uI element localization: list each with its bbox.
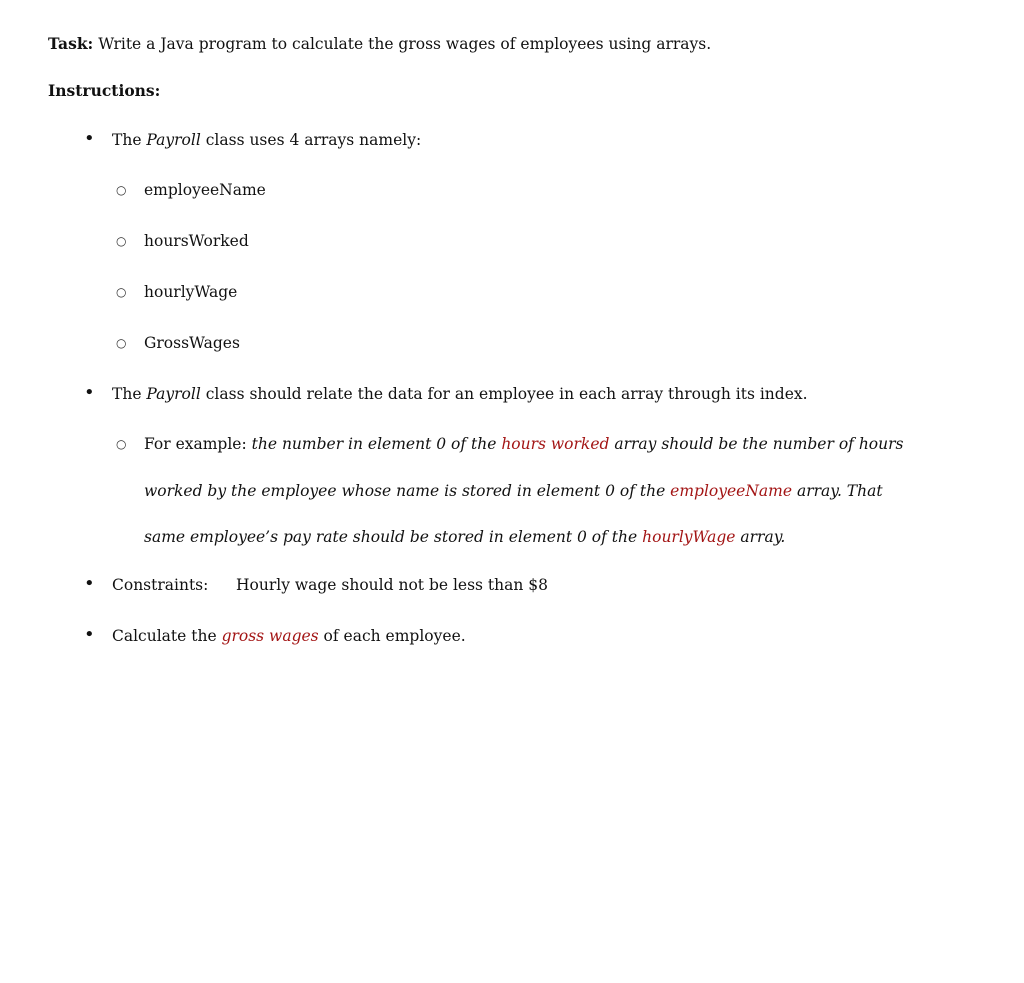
bullet-icon: • [84, 128, 95, 149]
text: same employee’s pay rate should be stored in element 0 of the [144, 528, 643, 546]
constraints-text: Hourly wage should not be less than $8 [236, 576, 549, 594]
text: class should relate the data for an employee in each array through its index. [200, 385, 808, 403]
highlight: employeeName [670, 482, 793, 500]
text: Calculate the [112, 627, 222, 645]
example-line-1 [144, 434, 903, 454]
instructions-heading: Instructions: [48, 81, 161, 100]
text: of each employee. [318, 627, 466, 645]
text: worked by the employee whose name is stored in element 0 of the [144, 482, 671, 500]
task-label: Task: [48, 34, 94, 53]
bullet-icon: • [84, 573, 95, 594]
text: For example: [144, 435, 252, 453]
class-name: Payroll [146, 385, 201, 403]
constraints-label: Constraints: [112, 576, 209, 594]
text: class uses 4 arrays namely: [200, 131, 422, 149]
text: The [112, 385, 147, 403]
text: array should be the number of hours [609, 435, 904, 453]
sub-bullet-icon: ○ [116, 183, 127, 197]
example-line-3 [144, 527, 785, 547]
sub-bullet-icon: ○ [116, 234, 127, 248]
bullet-icon: • [84, 382, 95, 403]
highlight: hours worked [501, 435, 610, 453]
class-name: Payroll [146, 131, 201, 149]
array-item: employeeName [144, 181, 266, 199]
array-item: GrossWages [144, 334, 240, 352]
array-item: hourlyWage [144, 283, 238, 301]
bullet-relate-data [112, 384, 808, 404]
task-text: Write a Java program to calculate the gross wages of employees using arrays. [93, 35, 712, 53]
text: the number in element 0 of the [251, 435, 502, 453]
sub-bullet-icon: ○ [116, 285, 127, 299]
text: array. That [792, 482, 883, 500]
text: The [112, 131, 147, 149]
highlight: gross wages [221, 627, 319, 645]
text: array. [735, 528, 786, 546]
sub-bullet-icon: ○ [116, 437, 127, 451]
array-item: hoursWorked [144, 232, 249, 250]
bullet-icon: • [84, 624, 95, 645]
bullet-calculate [112, 626, 466, 646]
sub-bullet-icon: ○ [116, 336, 127, 350]
task-line [48, 34, 711, 54]
highlight: hourlyWage [642, 528, 736, 546]
example-line-2 [144, 481, 883, 501]
bullet-payroll-arrays [112, 130, 421, 150]
